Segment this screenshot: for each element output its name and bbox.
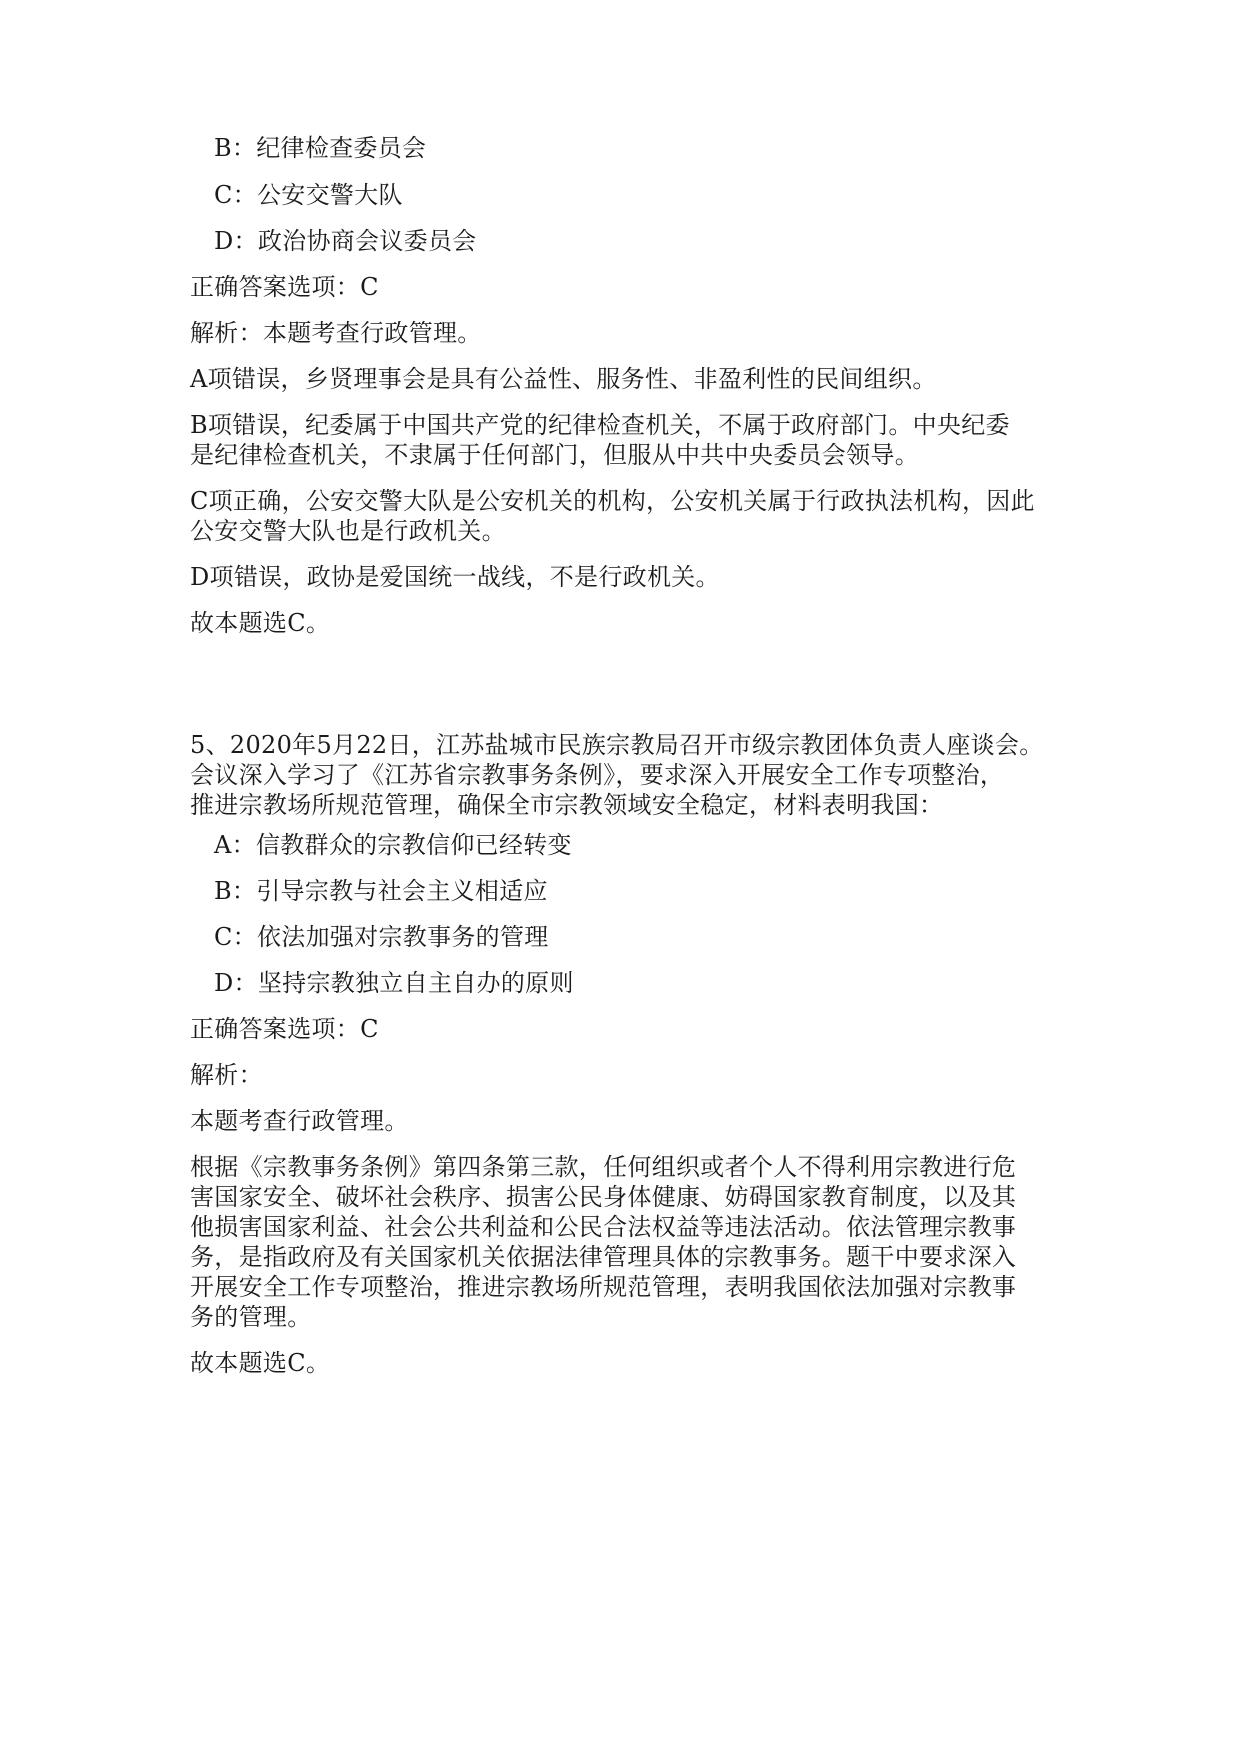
answer-line: 正确答案选项：C [190,273,379,301]
analysis-line: 害国家安全、破坏社会秩序、损害公民身体健康、妨碍国家教育制度，以及其 [190,1183,1017,1211]
analysis-title: 解析： [190,1061,263,1089]
option-a: A：信教群众的宗教信仰已经转变 [214,831,572,859]
analysis-line: 根据《宗教事务条例》第四条第三款，任何组织或者个人不得利用宗教进行危 [190,1153,1017,1181]
conclusion-line: 故本题选C。 [190,609,331,637]
analysis-line: 公安交警大队也是行政机关。 [190,517,506,545]
option-d: D：坚持宗教独立自主自办的原则 [214,969,574,997]
document-page [190,0,1060,1754]
conclusion-line: 故本题选C。 [190,1349,331,1377]
option-c: C：公安交警大队 [214,181,403,209]
analysis-line: A项错误，乡贤理事会是具有公益性、服务性、非盈利性的民间组织。 [190,365,937,393]
answer-line: 正确答案选项：C [190,1015,379,1043]
option-d: D：政治协商会议委员会 [214,227,477,255]
question-stem: 5、2020年5月22日，江苏盐城市民族宗教局召开市级宗教团体负责人座谈会。 [190,731,1044,759]
analysis-line: C项正确，公安交警大队是公安机关的机构，公安机关属于行政执法机构，因此 [190,487,1035,515]
analysis-line: 务的管理。 [190,1303,312,1331]
question-stem: 会议深入学习了《江苏省宗教事务条例》，要求深入开展安全工作专项整治， [190,761,1005,789]
analysis-intro: 本题考查行政管理。 [190,1107,409,1135]
option-c: C：依法加强对宗教事务的管理 [214,923,549,951]
analysis-title: 解析：本题考查行政管理。 [190,319,482,347]
analysis-line: 务，是指政府及有关国家机关依据法律管理具体的宗教事务。题干中要求深入 [190,1243,1017,1271]
option-b: B：引导宗教与社会主义相适应 [214,877,548,905]
analysis-line: D项错误，政协是爱国统一战线，不是行政机关。 [190,563,720,591]
analysis-line: 他损害国家利益、社会公共利益和公民合法权益等违法活动。依法管理宗教事 [190,1213,1017,1241]
analysis-line: 是纪律检查机关，不隶属于任何部门，但服从中共中央委员会领导。 [190,441,919,469]
option-b: B：纪律检查委员会 [214,134,427,162]
analysis-line: 开展安全工作专项整治，推进宗教场所规范管理，表明我国依法加强对宗教事 [190,1273,1017,1301]
analysis-line: B项错误，纪委属于中国共产党的纪律检查机关，不属于政府部门。中央纪委 [190,411,1010,439]
question-stem: 推进宗教场所规范管理，确保全市宗教领域安全稳定，材料表明我国： [190,791,944,819]
